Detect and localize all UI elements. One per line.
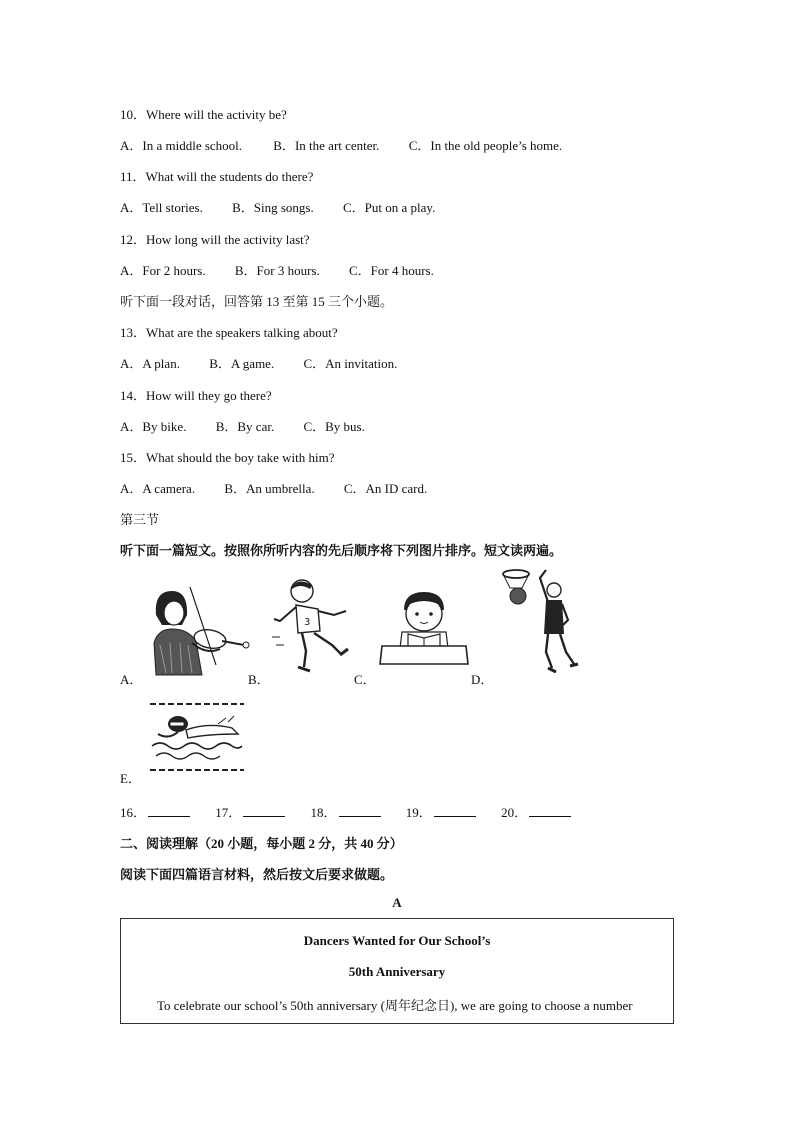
option-b: B．For 3 hours. bbox=[234, 263, 320, 278]
question-11: 11．What will the students do there? bbox=[120, 169, 314, 184]
picture-label-d: D． bbox=[471, 672, 494, 687]
svg-text:3: 3 bbox=[304, 617, 311, 628]
running-boy-picture bbox=[270, 575, 356, 677]
blank-17[interactable]: 17． bbox=[215, 802, 285, 821]
option-c: C．In the old people’s home. bbox=[408, 138, 563, 153]
picture-label-a: A． bbox=[120, 672, 143, 687]
instruction-13-15: 听下面一段对话，回答第 13 至第 15 三个小题。 bbox=[120, 294, 394, 309]
question-13: 13．What are the speakers talking about? bbox=[120, 325, 338, 340]
options-15 bbox=[120, 478, 453, 497]
option-c: C．An ID card. bbox=[343, 481, 428, 496]
section-3-instruction: 听下面一篇短文。按照你所听内容的先后顺序将下列图片排序。短文读两遍。 bbox=[120, 543, 563, 558]
reading-instruction: 阅读下面四篇语言材料，然后按文后要求做题。 bbox=[120, 867, 394, 882]
answer-blanks bbox=[120, 802, 593, 821]
question-14: 14．How will they go there? bbox=[120, 388, 272, 403]
picture-label-b: B． bbox=[248, 672, 270, 687]
blank-18[interactable]: 18． bbox=[311, 802, 381, 821]
option-a: A．A plan. bbox=[120, 356, 180, 371]
option-a: A．Tell stories. bbox=[120, 200, 203, 215]
option-c: C．Put on a play. bbox=[343, 200, 436, 215]
blank-19[interactable]: 19． bbox=[406, 802, 476, 821]
passage-letter: A bbox=[392, 895, 402, 910]
basketball-player-picture bbox=[500, 568, 588, 676]
option-a: A．In a middle school. bbox=[120, 138, 243, 153]
option-a: A．For 2 hours. bbox=[120, 263, 206, 278]
option-c: C．By bus. bbox=[303, 419, 365, 434]
violin-girl-picture bbox=[142, 585, 252, 677]
passage-title-line2: 50th Anniversary bbox=[348, 964, 446, 979]
option-a: A．A camera. bbox=[120, 481, 196, 496]
reading-boy-picture bbox=[378, 588, 470, 670]
question-10: 10．Where will the activity be? bbox=[120, 107, 287, 122]
passage-title-line1: Dancers Wanted for Our School’s bbox=[303, 933, 491, 948]
options-12 bbox=[120, 260, 460, 279]
option-c: C．For 4 hours. bbox=[348, 263, 434, 278]
options-14 bbox=[120, 416, 391, 435]
swimmer-picture bbox=[148, 700, 246, 774]
section-3-title: 第三节 bbox=[120, 512, 160, 527]
option-b: B．Sing songs. bbox=[232, 200, 314, 215]
options-10 bbox=[120, 135, 588, 154]
passage-text: To celebrate our school’s 50th anniversary (周年纪念日), we are going to choose a number bbox=[157, 998, 633, 1013]
option-b: B．A game. bbox=[209, 356, 275, 371]
picture-label-c: C． bbox=[354, 672, 376, 687]
question-15: 15．What should the boy take with him? bbox=[120, 450, 335, 465]
blank-16[interactable]: 16． bbox=[120, 802, 190, 821]
passage-box bbox=[120, 918, 674, 1024]
options-11 bbox=[120, 197, 461, 216]
blank-20[interactable]: 20． bbox=[501, 802, 571, 821]
question-12: 12．How long will the activity last? bbox=[120, 232, 310, 247]
option-b: B．In the art center. bbox=[273, 138, 380, 153]
option-a: A．By bike. bbox=[120, 419, 187, 434]
option-b: B．An umbrella. bbox=[224, 481, 315, 496]
picture-label-e: E． bbox=[120, 771, 141, 786]
options-13 bbox=[120, 353, 423, 372]
option-b: B．By car. bbox=[215, 419, 275, 434]
reading-part-title: 二、阅读理解（20 小题，每小题 2 分，共 40 分） bbox=[120, 836, 403, 851]
option-c: C．An invitation. bbox=[303, 356, 398, 371]
